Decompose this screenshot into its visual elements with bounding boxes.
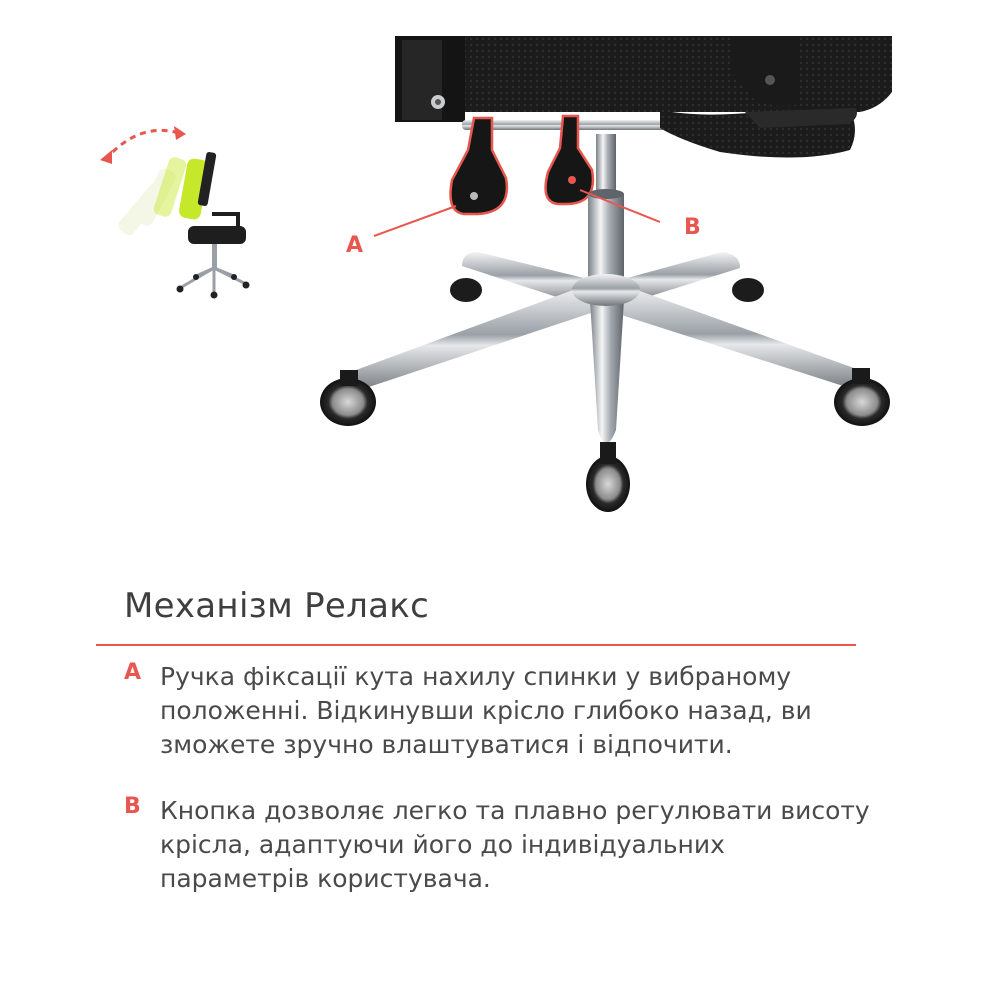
feature-a-description: Ручка фіксації кута нахилу спинки у вибраному положенні. Відкинувши крісло глибоко назад, ви зможете зручно влаштуватися і відпочити. — [160, 662, 812, 759]
page-title: Механізм Релакс — [124, 586, 430, 626]
star-base — [344, 252, 865, 443]
recline-thumbnail — [100, 126, 250, 299]
callout-b-label: B — [684, 215, 701, 240]
callout-a-label: A — [346, 233, 364, 258]
feature-b-letter: B — [124, 794, 141, 819]
feature-b-description: Кнопка дозволяє легко та плавно регулювати висоту крісла, адаптуючи його до індивідуальних параметрів користувача. — [160, 796, 870, 893]
handle-a — [451, 118, 507, 214]
title-divider — [96, 644, 856, 646]
feature-a-letter: A — [124, 660, 142, 685]
callout-a — [346, 206, 456, 258]
